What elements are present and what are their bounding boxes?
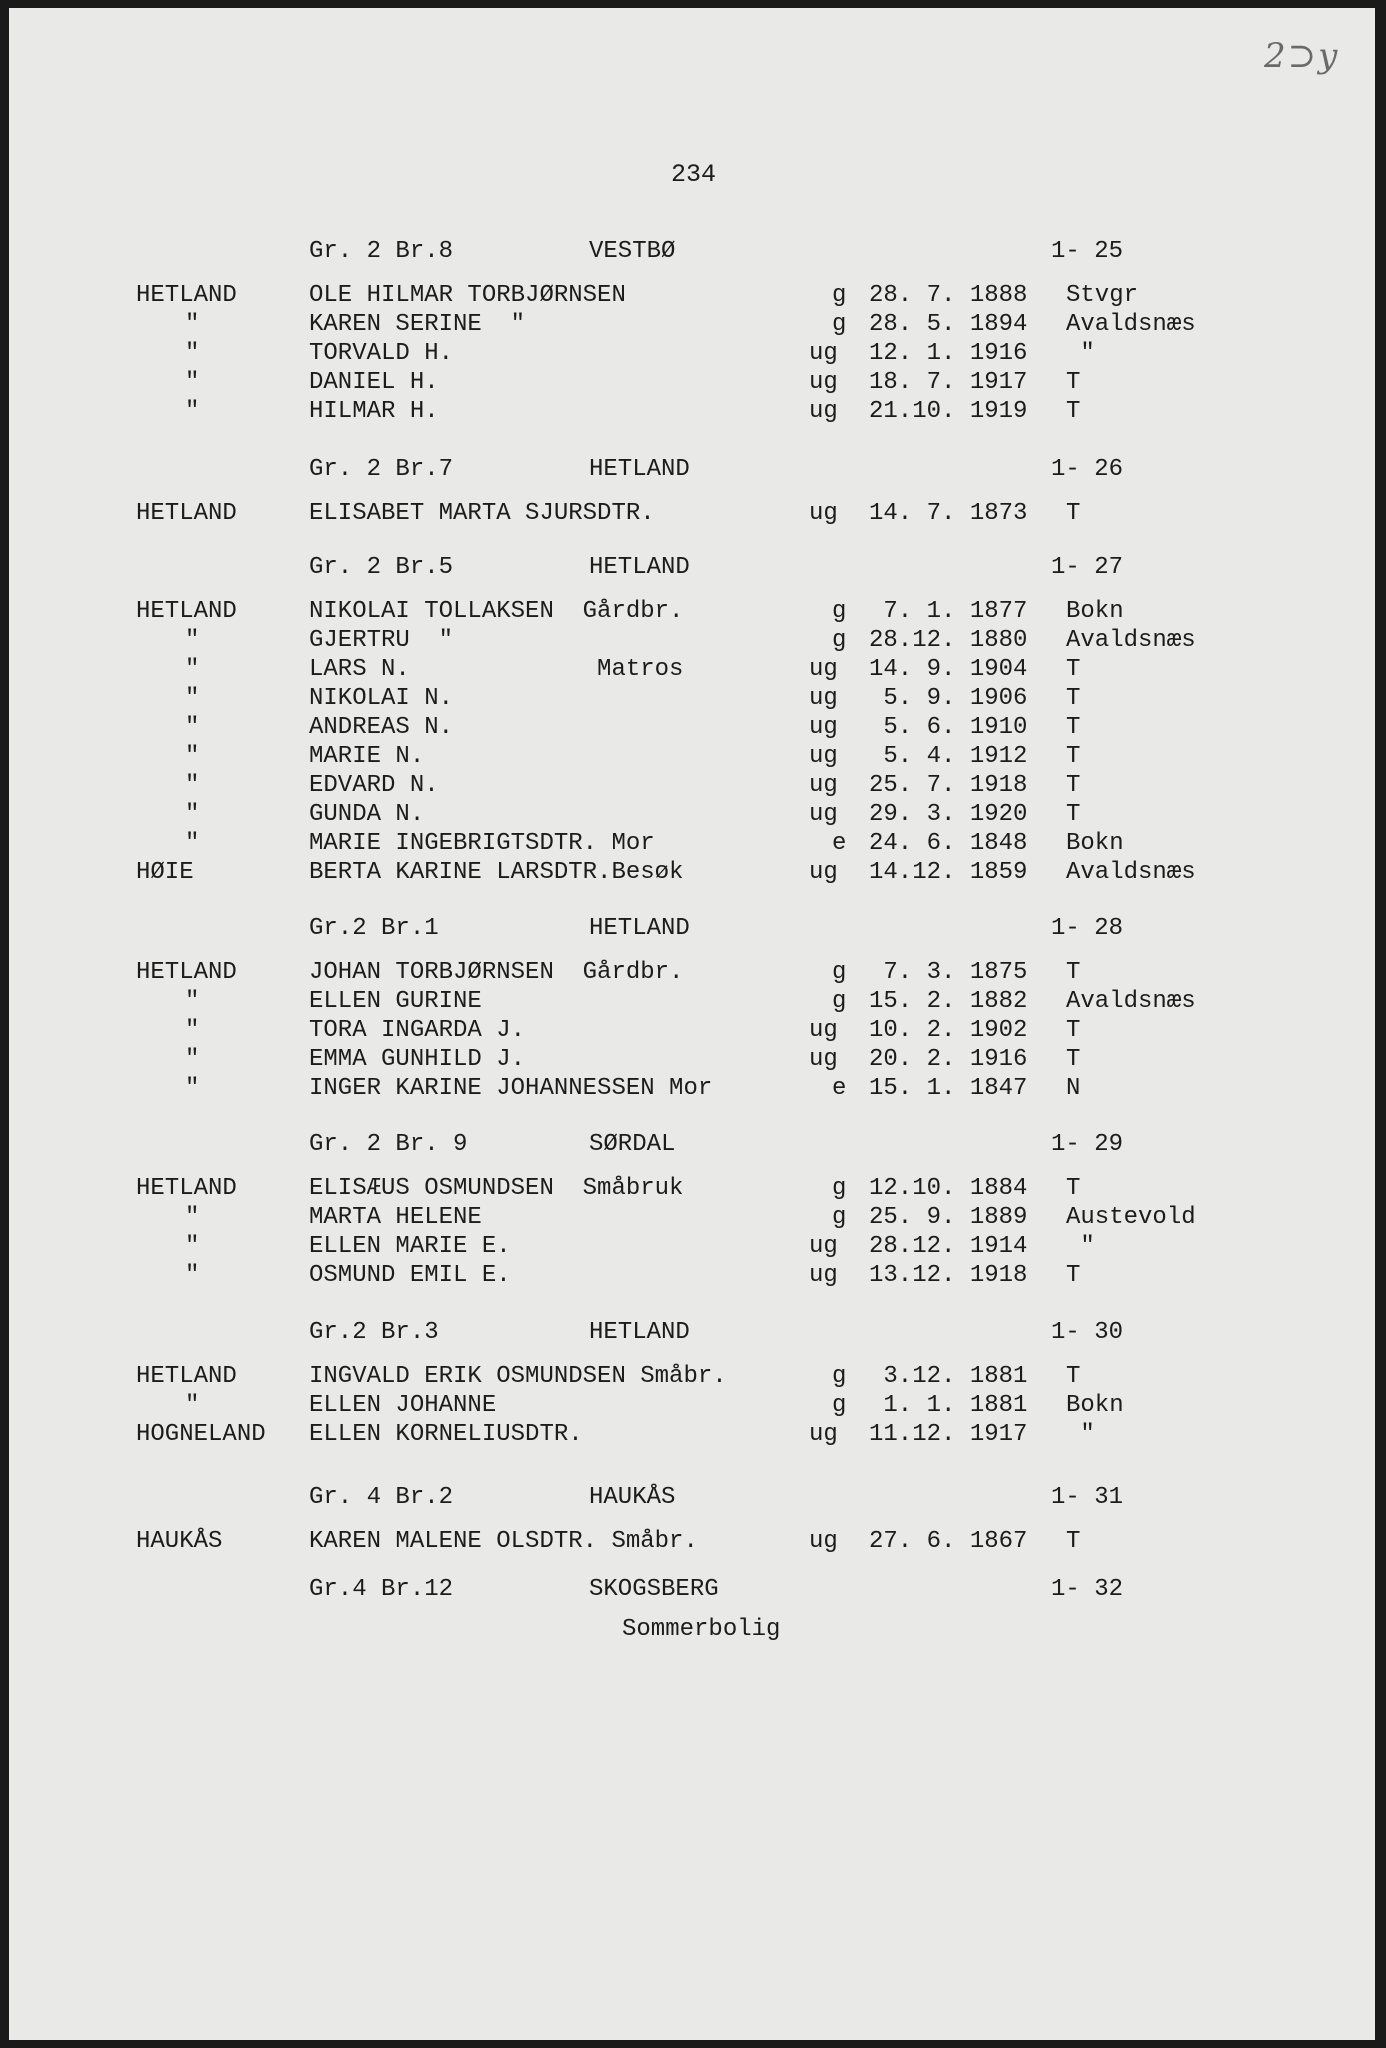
marital-status: g [832,1363,847,1390]
person-row [9,830,1375,860]
birthplace: T [1066,369,1081,396]
marital-status: g [832,1392,847,1419]
person-row [9,1528,1375,1558]
marital-status: ug [809,1233,838,1260]
person-row [9,959,1375,989]
section-header [9,238,1375,268]
residence: HETLAND [136,1175,237,1202]
page-number: 234 [671,160,717,189]
person-name: EMMA GUNHILD J. [309,1046,526,1073]
birthplace: T [1066,685,1081,712]
register-number: 1- 25 [1051,238,1124,265]
person-name: TORA INGARDA J. [309,1017,526,1044]
person-name: NIKOLAI TOLLAKSEN Gårdbr. [309,598,684,625]
person-name: HILMAR H. [309,398,439,425]
section-header [9,915,1375,945]
birth-date: 3.12. 1881 [869,1363,1028,1390]
birthplace: T [1066,801,1081,828]
person-row [9,1363,1375,1393]
person-row [9,859,1375,889]
farm-name: SØRDAL [589,1131,676,1158]
residence: " [185,801,200,828]
person-row [9,1392,1375,1422]
person-name: MARIE N. [309,743,425,770]
person-name: EDVARD N. [309,772,439,799]
marital-status: ug [809,1017,838,1044]
birthplace: T [1066,714,1081,741]
marital-status: ug [809,398,838,425]
birth-date: 27. 6. 1867 [869,1528,1028,1555]
person-name: ELLEN KORNELIUSDTR. [309,1421,583,1448]
person-name: OLE HILMAR TORBJØRNSEN [309,282,626,309]
person-row [9,1017,1375,1047]
birth-date: 15. 1. 1847 [869,1075,1028,1102]
birthplace: T [1066,656,1081,683]
birth-date: 28. 5. 1894 [869,311,1028,338]
person-name: MARTA HELENE [309,1204,482,1231]
marital-status: e [832,830,847,857]
section-header [9,1576,1375,1606]
person-name: NIKOLAI N. [309,685,454,712]
marital-status: ug [809,340,838,367]
person-row [9,500,1375,530]
birthplace: T [1066,398,1081,425]
property-number: Gr. 2 Br.5 [309,554,454,581]
marital-status: ug [809,714,838,741]
birthplace: Avaldsnæs [1066,311,1196,338]
register-number: 1- 32 [1051,1576,1124,1603]
residence: " [185,1017,200,1044]
marital-status: ug [809,772,838,799]
birthplace: T [1066,959,1081,986]
residence: " [185,988,200,1015]
section-header [9,1131,1375,1161]
residence: " [185,398,200,425]
birth-date: 20. 2. 1916 [869,1046,1028,1073]
person-row [9,627,1375,657]
residence: " [185,1262,200,1289]
marital-status: g [832,311,847,338]
residence: HETLAND [136,1363,237,1390]
residence: " [185,311,200,338]
residence: " [185,1392,200,1419]
farm-name: HETLAND [589,915,690,942]
birthplace: T [1066,1046,1081,1073]
section-header [9,554,1375,584]
birth-date: 24. 6. 1848 [869,830,1028,857]
section-header [9,1484,1375,1514]
residence: HETLAND [136,959,237,986]
birth-date: 10. 2. 1902 [869,1017,1028,1044]
birth-date: 14.12. 1859 [869,859,1028,886]
residence: HETLAND [136,598,237,625]
property-number: Gr. 4 Br.2 [309,1484,454,1511]
marital-status: g [832,282,847,309]
person-name: BERTA KARINE LARSDTR.Besøk [309,859,684,886]
residence: " [185,714,200,741]
marital-status: ug [809,1262,838,1289]
farm-name: HETLAND [589,1319,690,1346]
birthplace: " [1066,340,1095,367]
marital-status: ug [809,500,838,527]
birth-date: 28.12. 1880 [869,627,1028,654]
person-row [9,1421,1375,1451]
birth-date: 14. 7. 1873 [869,500,1028,527]
birthplace: N [1066,1075,1081,1102]
birthplace: T [1066,1017,1081,1044]
birthplace: Avaldsnæs [1066,988,1196,1015]
birthplace: T [1066,1363,1081,1390]
person-name: INGER KARINE JOHANNESSEN Mor [309,1075,713,1102]
marital-status: ug [809,1046,838,1073]
marital-status: ug [809,801,838,828]
person-row [9,311,1375,341]
person-row [9,714,1375,744]
person-row [9,340,1375,370]
marital-status: ug [809,685,838,712]
marital-status: g [832,1175,847,1202]
residence: " [185,1204,200,1231]
marital-status: ug [809,1528,838,1555]
birthplace: Avaldsnæs [1066,859,1196,886]
residence: " [185,627,200,654]
section-header [9,1319,1375,1349]
birthplace: Bokn [1066,598,1124,625]
person-name: ELISÆUS OSMUNDSEN Småbruk [309,1175,684,1202]
birth-date: 7. 3. 1875 [869,959,1028,986]
residence: HAUKÅS [136,1528,223,1555]
person-row [9,398,1375,428]
person-row [9,772,1375,802]
birthplace: " [1066,1233,1095,1260]
document-page [9,8,1375,2040]
person-name: JOHAN TORBJØRNSEN Gårdbr. [309,959,684,986]
residence: HETLAND [136,282,237,309]
marital-status: ug [809,743,838,770]
birth-date: 5. 4. 1912 [869,743,1028,770]
person-name: MARIE INGEBRIGTSDTR. Mor [309,830,655,857]
person-row [9,1175,1375,1205]
person-name: INGVALD ERIK OSMUNDSEN Småbr. [309,1363,727,1390]
person-name: ELLEN JOHANNE [309,1392,497,1419]
property-number: Gr.2 Br.3 [309,1319,439,1346]
person-row [9,1233,1375,1263]
register-number: 1- 30 [1051,1319,1124,1346]
farm-name: SKOGSBERG [589,1576,719,1603]
residence: " [185,1075,200,1102]
farm-name: HETLAND [589,554,690,581]
marital-status: e [832,1075,847,1102]
register-number: 1- 26 [1051,456,1124,483]
section-header [9,456,1375,486]
register-number: 1- 31 [1051,1484,1124,1511]
person-name: KAREN SERINE " [309,311,526,338]
residence: " [185,340,200,367]
property-number: Gr. 2 Br. 9 [309,1131,468,1158]
person-row [9,656,1375,686]
property-number: Gr.4 Br.12 [309,1576,454,1603]
birth-date: 29. 3. 1920 [869,801,1028,828]
birth-date: 14. 9. 1904 [869,656,1028,683]
residence: " [185,772,200,799]
handwritten-page-note: 2⊃y [1264,36,1340,76]
person-name: LARS N. Matros [309,656,684,683]
birthplace: T [1066,1528,1081,1555]
birthplace: T [1066,500,1081,527]
property-number: Gr.2 Br.1 [309,915,439,942]
person-name: ANDREAS N. [309,714,454,741]
birth-date: 15. 2. 1882 [869,988,1028,1015]
residence: HETLAND [136,500,237,527]
birth-date: 25. 7. 1918 [869,772,1028,799]
birth-date: 5. 9. 1906 [869,685,1028,712]
person-name: DANIEL H. [309,369,439,396]
birthplace: T [1066,772,1081,799]
birth-date: 28. 7. 1888 [869,282,1028,309]
birth-date: 5. 6. 1910 [869,714,1028,741]
person-row [9,685,1375,715]
property-number: Gr. 2 Br.7 [309,456,454,483]
person-row [9,801,1375,831]
birthplace: Bokn [1066,1392,1124,1419]
residence: " [185,656,200,683]
birth-date: 12. 1. 1916 [869,340,1028,367]
birthplace: " [1066,1421,1095,1448]
person-row [9,1046,1375,1076]
birth-date: 25. 9. 1889 [869,1204,1028,1231]
birthplace: T [1066,743,1081,770]
marital-status: g [832,1204,847,1231]
person-name: OSMUND EMIL E. [309,1262,511,1289]
residence: HOGNELAND [136,1421,266,1448]
farm-name: VESTBØ [589,238,676,265]
person-row [9,598,1375,628]
birth-date: 28.12. 1914 [869,1233,1028,1260]
birthplace: Avaldsnæs [1066,627,1196,654]
person-row [9,988,1375,1018]
birthplace: T [1066,1262,1081,1289]
marital-status: ug [809,859,838,886]
birth-date: 1. 1. 1881 [869,1392,1028,1419]
farm-name: HAUKÅS [589,1484,676,1511]
residence: " [185,685,200,712]
marital-status: g [832,598,847,625]
person-name: ELLEN MARIE E. [309,1233,511,1260]
residence: " [185,1046,200,1073]
birth-date: 12.10. 1884 [869,1175,1028,1202]
birth-date: 13.12. 1918 [869,1262,1028,1289]
residence: " [185,369,200,396]
birth-date: 18. 7. 1917 [869,369,1028,396]
birth-date: 7. 1. 1877 [869,598,1028,625]
person-name: GUNDA N. [309,801,425,828]
person-row [9,1075,1375,1105]
marital-status: g [832,627,847,654]
person-name: GJERTRU " [309,627,454,654]
marital-status: g [832,959,847,986]
register-number: 1- 28 [1051,915,1124,942]
register-number: 1- 27 [1051,554,1124,581]
birthplace: Bokn [1066,830,1124,857]
residence: " [185,743,200,770]
marital-status: ug [809,369,838,396]
property-number: Gr. 2 Br.8 [309,238,454,265]
birth-date: 21.10. 1919 [869,398,1028,425]
person-row [9,282,1375,312]
birthplace: T [1066,1175,1081,1202]
marital-status: g [832,988,847,1015]
residence: HØIE [136,859,194,886]
register-number: 1- 29 [1051,1131,1124,1158]
farm-name: HETLAND [589,456,690,483]
birthplace: Austevold [1066,1204,1196,1231]
person-row [9,743,1375,773]
person-name: TORVALD H. [309,340,454,367]
footer-note: Sommerbolig [622,1616,781,1643]
residence: " [185,1233,200,1260]
marital-status: ug [809,656,838,683]
person-row [9,1262,1375,1292]
person-name: ELISABET MARTA SJURSDTR. [309,500,655,527]
birth-date: 11.12. 1917 [869,1421,1028,1448]
residence: " [185,830,200,857]
marital-status: ug [809,1421,838,1448]
person-name: KAREN MALENE OLSDTR. Småbr. [309,1528,698,1555]
person-row [9,369,1375,399]
birthplace: Stvgr [1066,282,1139,309]
person-row [9,1204,1375,1234]
person-name: ELLEN GURINE [309,988,482,1015]
